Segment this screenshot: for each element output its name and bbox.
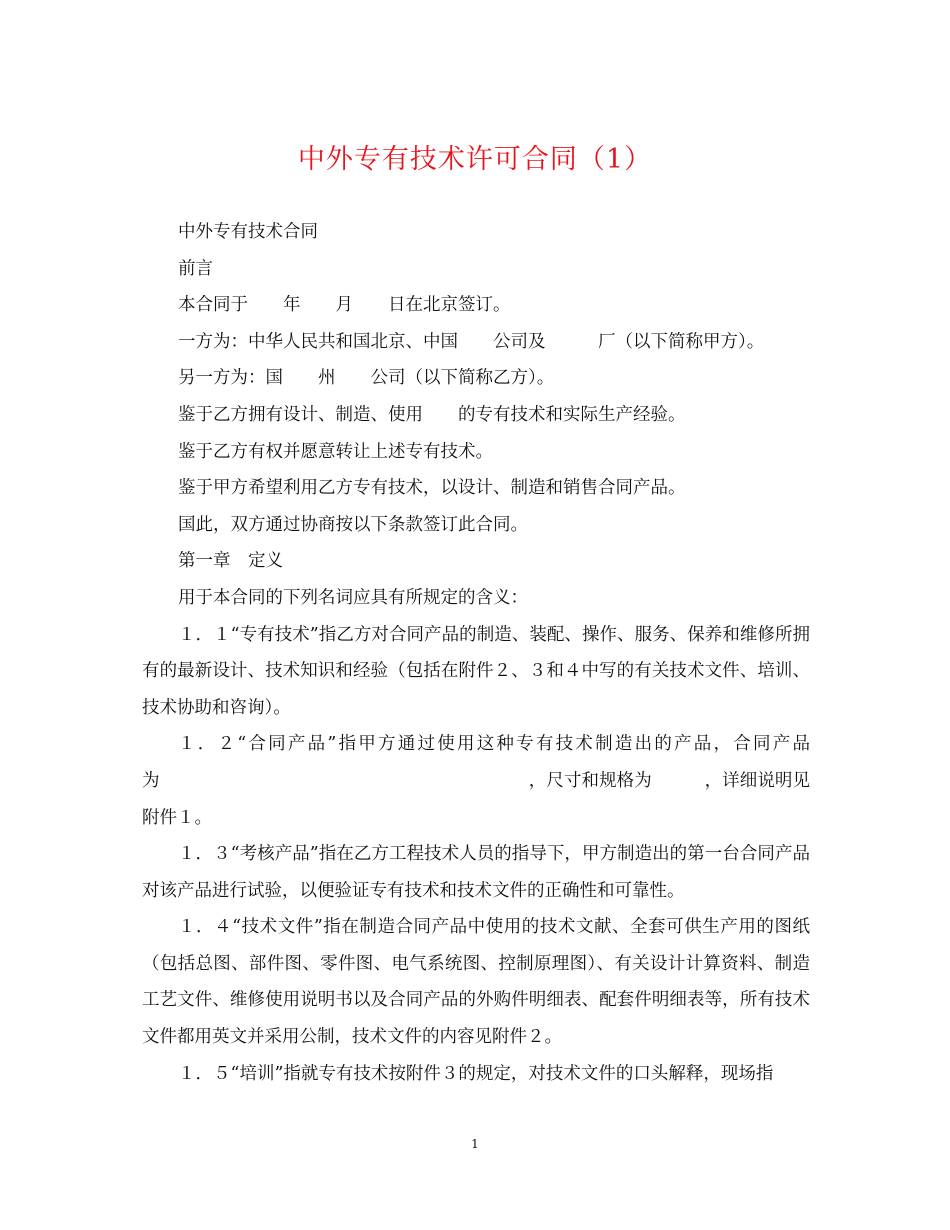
- paragraph: 鉴于乙方有权并愿意转让上述专有技术。: [178, 441, 493, 462]
- definition-clause: １．２“合同产品”指甲方通过使用这种专有技术制造出的产品，合同产品为 ，尺寸和规格为 ，详细说明见附件１。: [142, 734, 810, 828]
- paragraph: 中外专有技术合同: [178, 222, 318, 242]
- document-title: 中外专有技术许可合同（1）: [297, 144, 653, 175]
- paragraph: 一方为：中华人民共和国北京、中国 公司及 厂（以下简称甲方）。: [178, 331, 765, 352]
- definition-clause: １．１“专有技术”指乙方对合同产品的制造、装配、操作、服务、保养和维修所拥有的最新设计、技术知识和经验（包括在附件２、３和４中写的有关技术文件、培训、技术协助和咨询）。: [142, 624, 810, 718]
- paragraph: 国此，双方通过协商按以下条款签订此合同。: [178, 514, 528, 535]
- definition-clause: １．５“培训”指就专有技术按附件３的规定，对技术文件的口头解释，现场指: [178, 1063, 774, 1084]
- definition-clause: １．３“考核产品”指在乙方工程技术人员的指导下，甲方制造出的第一台合同产品对该产品进行试验，以便验证专有技术和技术文件的正确性和可靠性。: [142, 844, 810, 901]
- document-body: [142, 214, 810, 1092]
- paragraph: 鉴于乙方拥有设计、制造、使用 的专有技术和实际生产经验。: [178, 404, 686, 425]
- paragraph: 鉴于甲方希望利用乙方专有技术，以设计、制造和销售合同产品。: [178, 478, 686, 499]
- paragraph: 另一方为：国 州 公司（以下简称乙方）。: [178, 368, 555, 389]
- page-number: 1: [471, 1137, 479, 1151]
- chapter-heading: 第一章 定义: [178, 551, 283, 572]
- paragraph: 用于本合同的下列名词应具有所规定的含义：: [178, 587, 528, 608]
- definition-clause: １．４“技术文件”指在制造合同产品中使用的技术文献、全套可供生产用的图纸（包括总图、部件图、零件图、电气系统图、控制原理图）、有关设计计算资料、制造工艺文件、维修使用说明书以及合同产品的外购件明细表、配套件明细表等，所有技术文件都用英文并采用公制，技术文件的内容见附件２。: [142, 917, 810, 1048]
- paragraph: 前言: [178, 258, 213, 279]
- paragraph: 本合同于 年 月 日在北京签订。: [178, 295, 511, 316]
